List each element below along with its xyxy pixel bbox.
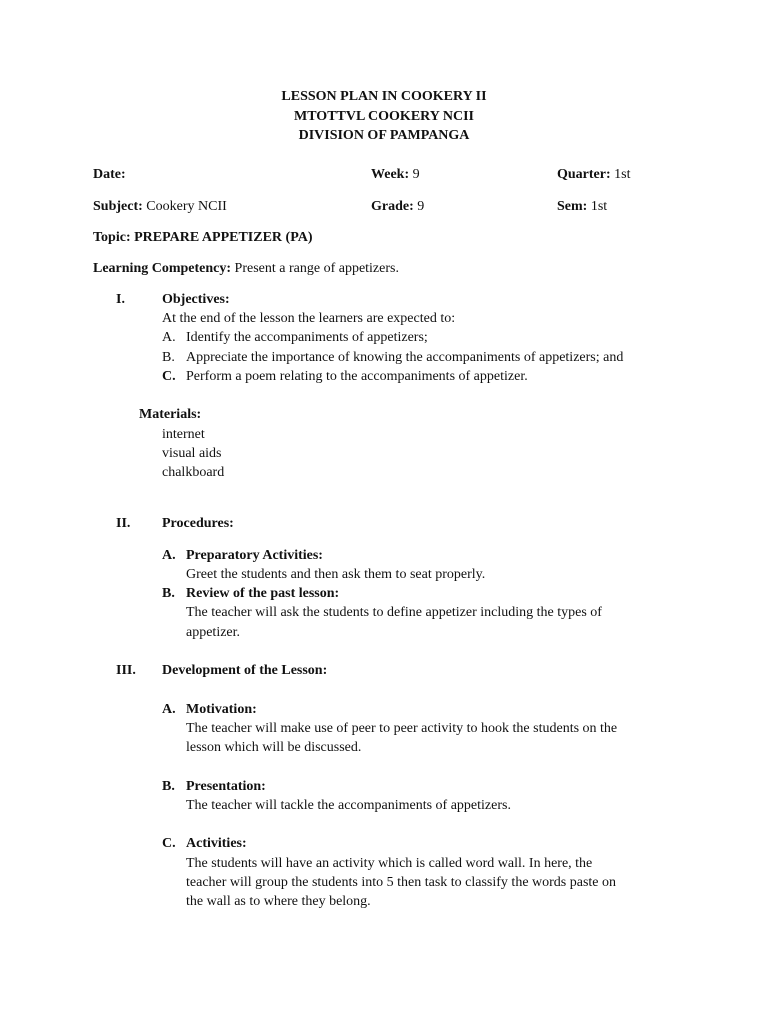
subject-value: Cookery NCII — [146, 199, 227, 214]
development-c-text: teacher will group the students into 5 then task to classify the words paste on — [186, 875, 617, 890]
development-b-text: The teacher will tackle the accompaniments of appetizers. — [186, 798, 511, 813]
development-numeral: III. — [116, 663, 136, 678]
development-a-text: The teacher will make use of peer to peer activity to hook the students on the — [186, 721, 618, 736]
procedure-a-text: Greet the students and then ask them to seat properly. — [186, 567, 486, 582]
procedure-b-text: The teacher will ask the students to define appetizer including the types of — [186, 605, 602, 620]
objectives-title: Objectives: — [162, 292, 230, 307]
procedure-a-title: Preparatory Activities: — [186, 548, 323, 563]
procedure-a-letter: A. — [162, 548, 176, 563]
objective-a-text: Identify the accompaniments of appetizers; — [186, 330, 428, 345]
doc-title: LESSON PLAN IN COOKERY II — [281, 89, 487, 104]
development-a-letter: A. — [162, 702, 176, 717]
date-label: Date: — [93, 167, 126, 182]
procedure-b-title: Review of the past lesson: — [186, 586, 340, 601]
material-item: internet — [162, 427, 205, 442]
doc-division: DIVISION OF PAMPANGA — [298, 128, 470, 143]
materials-title: Materials: — [139, 407, 202, 422]
objective-b-text: Appreciate the importance of knowing the accompaniments of appetizers; and — [186, 350, 624, 365]
quarter-label: Quarter: — [557, 167, 611, 182]
development-c-text: the wall as to where they belong. — [186, 894, 371, 909]
competency-value: Present a range of appetizers. — [234, 261, 399, 276]
procedure-b-letter: B. — [162, 586, 175, 601]
competency-label: Learning Competency: — [93, 261, 232, 276]
procedures-title: Procedures: — [162, 516, 234, 531]
topic-field — [93, 228, 312, 247]
material-item: visual aids — [162, 446, 222, 461]
development-a-title: Motivation: — [186, 702, 257, 717]
grade-value: 9 — [417, 199, 425, 214]
sem-value: 1st — [590, 199, 608, 214]
competency-field — [93, 259, 399, 278]
week-value: 9 — [412, 167, 420, 182]
procedure-b-text: appetizer. — [186, 625, 241, 640]
quarter-value: 1st — [614, 167, 631, 182]
objective-c-letter: C. — [162, 369, 176, 384]
subject-field — [93, 197, 227, 216]
procedures-numeral: II. — [116, 516, 131, 531]
topic-label: Topic: — [93, 230, 131, 245]
development-c-title: Activities: — [186, 836, 247, 851]
grade-label: Grade: — [371, 199, 414, 214]
sem-label: Sem: — [557, 199, 588, 214]
objective-c-text: Perform a poem relating to the accompaniments of appetizer. — [186, 369, 528, 384]
subject-label: Subject: — [93, 199, 143, 214]
grade-field — [371, 197, 424, 216]
objectives-numeral: I. — [116, 292, 125, 307]
sem-field — [557, 197, 607, 216]
doc-subtitle: MTOTTVL COOKERY NCII — [294, 109, 474, 124]
development-a-text: lesson which will be discussed. — [186, 740, 362, 755]
week-label: Week: — [371, 167, 410, 182]
development-c-letter: C. — [162, 836, 176, 851]
development-b-title: Presentation: — [186, 779, 266, 794]
objective-b-letter: B. — [162, 350, 175, 365]
development-b-letter: B. — [162, 779, 175, 794]
development-c-text: The students will have an activity which is called word wall. In here, the — [186, 856, 593, 871]
objective-a-letter: A. — [162, 330, 176, 345]
material-item: chalkboard — [162, 465, 225, 480]
topic-value: PREPARE APPETIZER (PA) — [134, 230, 313, 245]
objectives-intro: At the end of the lesson the learners are expected to: — [162, 311, 456, 326]
development-title: Development of the Lesson: — [162, 663, 328, 678]
date-field — [93, 165, 126, 184]
quarter-field — [557, 165, 631, 184]
week-field — [371, 165, 420, 184]
